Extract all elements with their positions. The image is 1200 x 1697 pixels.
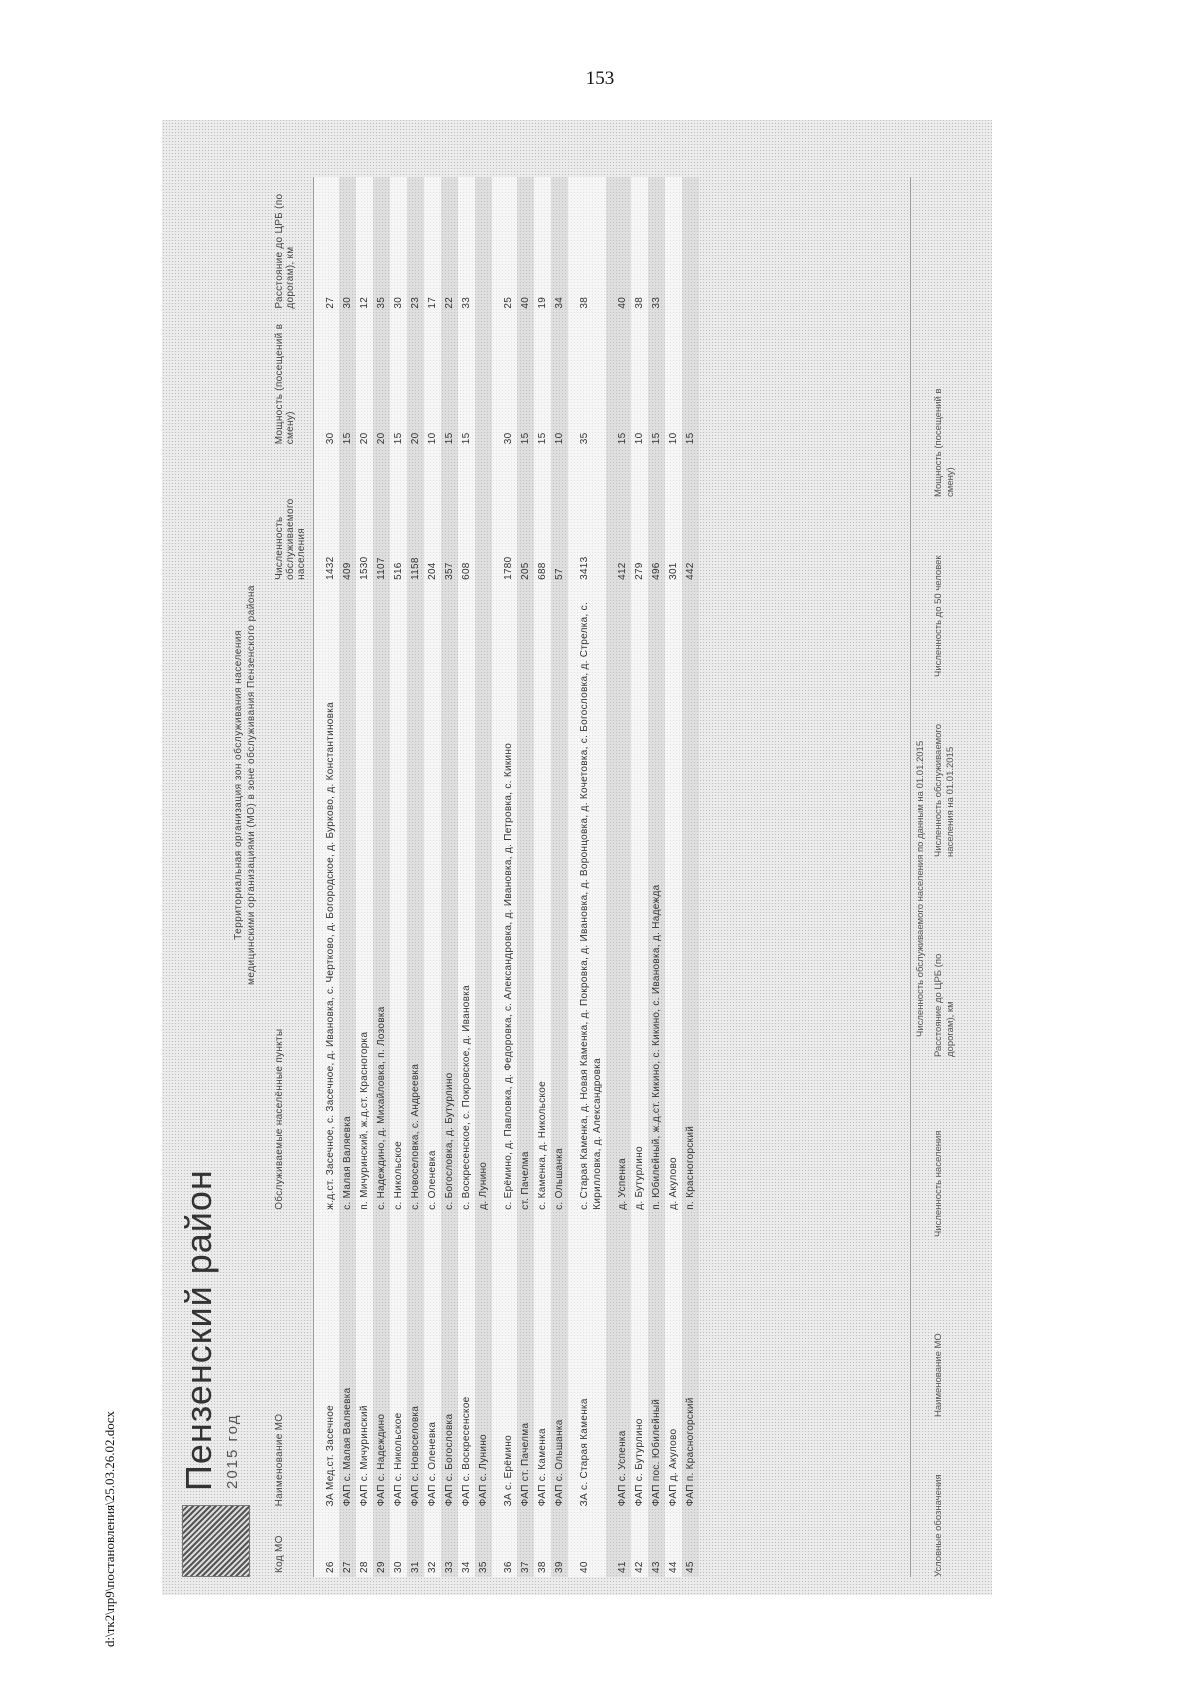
cell-places: д. Успенка [617,1158,628,1210]
cell-name: ФАП пос. Юбилейный [651,1398,662,1507]
table-row [648,177,665,1577]
rotated-table-image [162,120,992,1595]
table-row [682,177,699,1577]
cell-places: с. Надеждино, д. Михайловка, п. Лозовка [376,1006,387,1210]
cell-population: 442 [685,562,696,580]
table-row [551,177,568,1577]
cell-population: 3413 [579,556,590,580]
cell-code: 38 [537,1561,548,1573]
cell-code: 43 [651,1561,662,1573]
region-logo-icon [182,1505,250,1577]
cell-population: 205 [520,562,531,580]
table-row [475,177,492,1577]
cell-places: д. Лунино [478,1161,489,1210]
cell-places: с. Старая Каменка, д. Новая Каменка, д. Покровка, д. Ивановка, д. Воронцовка, д. Кочетовка, с. Богословка, д. Стрелка, с. Кирилловка, д. Александровка [579,601,603,1210]
cell-capacity: 15 [342,432,353,445]
cell-code: 45 [685,1561,696,1573]
cell-distance: 19 [537,296,548,309]
cell-code: 35 [478,1561,489,1573]
cell-places: ж.д.ст. Засечное, с. Засечное, д. Ивановка, с. Чертково, д. Богородское, д. Бурково, д. Константиновка [325,701,336,1210]
table-title-line1: Территориальная организация зон обслуживания населения [233,630,244,940]
cell-distance [682,177,699,313]
cell-places: с. Ерёмино, д. Павловка, д. Федоровка, с. Александровка, д. Ивановка, д. Петровка, с. Кикино [503,742,514,1210]
cell-population: 688 [537,562,548,580]
cell-distance: 35 [376,296,387,309]
legend-item: Численность до 50 человек [933,555,944,677]
cell-code: 40 [579,1561,590,1573]
cell-code: 28 [359,1561,370,1573]
cell-distance: 17 [427,296,438,309]
legend-note: Численность обслуживаемого населения по данным на 01.01.2015 [915,740,926,1037]
col-code: Код МО [268,1510,314,1577]
cell-places: ст. Пачелма [520,1151,531,1210]
cell-capacity: 30 [503,432,514,445]
col-population: Численность обслуживаемого населения [268,448,314,584]
table-row [314,177,340,1577]
cell-population: 301 [668,562,679,580]
cell-distance: 30 [393,296,404,309]
col-capacity: Мощность (посещений в смену) [268,313,314,449]
cell-population: 204 [427,562,438,580]
cell-places: с. Ольшанка [554,1147,565,1210]
file-path: d:\тк2\пр9\постановления\25.03.26.02.docx [102,1410,117,1647]
cell-code: 31 [410,1561,421,1573]
cell-capacity: 10 [554,432,565,445]
cell-places: п. Юбилейный, ж.д.ст. Кикино, с. Кикино, с. Ивановка, д. Надежда [651,884,662,1210]
cell-distance: 38 [634,296,645,309]
cell-population: 357 [444,562,455,580]
cell-places: с. Воскресенское, с. Покровское, д. Ивановка [461,984,472,1210]
table-row [631,177,648,1577]
cell-distance: 27 [325,296,336,309]
col-name: Наименование МО [268,1214,314,1511]
table-title [232,455,258,1115]
cell-distance: 33 [461,296,472,309]
cell-name: ФАП с. Лунино [478,1434,489,1507]
table-row [568,177,606,1577]
cell-name: ФАП с. Бутурлино [634,1418,645,1507]
cell-code: 32 [427,1561,438,1573]
cell-capacity: 15 [685,432,696,445]
table-row [390,177,407,1577]
cell-name: ФАП с. Малая Валяевка [342,1387,353,1507]
legend-item: Расстояние до ЦРБ (по дорогам), км [933,953,956,1057]
cell-name: ФАП ст. Пачелма [520,1422,531,1507]
cell-population: 608 [461,562,472,580]
cell-population: 1158 [410,557,421,580]
page-number: 153 [585,68,615,89]
cell-places: с. Каменка, д. Никольское [537,1080,548,1210]
cell-code: 26 [325,1561,336,1573]
table-row [407,177,424,1577]
table-row [339,177,356,1577]
legend-item: Наименование МО [933,1333,944,1417]
cell-name: ФАП п. Красногорский [685,1397,696,1507]
cell-distance: 40 [617,296,628,309]
cell-code: 30 [393,1561,404,1573]
cell-code: 42 [634,1561,645,1573]
cell-population: 1780 [503,556,514,580]
table-row [665,177,682,1577]
cell-population: 1432 [325,556,336,580]
cell-capacity: 20 [410,432,421,445]
cell-capacity: 30 [325,432,336,445]
cell-code: 41 [617,1561,628,1573]
table-row [534,177,551,1577]
cell-places: с. Богословка, д. Бутурлино [444,1072,455,1210]
cell-places: д. Бутурлино [634,1146,645,1210]
cell-places: п. Красногорский [685,1125,696,1210]
cell-name: ФАП с. Ольшанка [554,1419,565,1507]
cell-distance: 23 [410,296,421,309]
table-row [606,177,631,1577]
table-row [492,177,517,1577]
cell-name: ФАП с. Успенка [617,1430,628,1507]
cell-capacity: 15 [393,432,404,445]
cell-distance: 33 [651,296,662,309]
cell-distance [475,177,492,313]
cell-capacity: 10 [668,432,679,445]
cell-code: 29 [376,1561,387,1573]
cell-distance: 34 [554,296,565,309]
legend [910,177,971,1577]
cell-name: ФАП с. Богословка [444,1413,455,1507]
table-row [356,177,373,1577]
legend-item: Численность населения [933,1130,944,1237]
cell-population: 409 [342,562,353,580]
cell-places: с. Никольское [393,1141,404,1210]
table-row [458,177,475,1577]
cell-name: ЗА Мед.ст. Засечное [325,1405,336,1507]
table-row [424,177,441,1577]
cell-name: ФАП с. Надеждино [376,1413,387,1507]
legend-item: Мощность (посещений в смену) [933,388,956,497]
cell-distance: 12 [359,296,370,309]
cell-population: 516 [393,562,404,580]
cell-distance: 25 [503,296,514,309]
cell-name: ФАП с. Оленевка [427,1421,438,1507]
cell-distance [665,177,682,313]
cell-distance: 30 [342,296,353,309]
table-title-line2: медицинскими организациями (МО) в зоне обслуживания Пензенского района [246,585,257,986]
cell-capacity: 10 [427,432,438,445]
cell-distance: 40 [520,296,531,309]
legend-item: Условные обозначения [933,1474,944,1577]
cell-population: 496 [651,562,662,580]
cell-name: ФАП д. Акулово [668,1428,679,1507]
cell-population: 1107 [376,557,387,580]
cell-capacity: 35 [579,432,590,445]
cell-code: 27 [342,1561,353,1573]
legend-item: Численность обслуживаемого населения на 01.01.2015 [933,724,956,857]
cell-code: 36 [503,1561,514,1573]
landscape-table-panel [162,120,992,1595]
cell-name: ФАП с. Мичуринский [359,1405,370,1507]
cell-name: ЗА с. Ерёмино [503,1435,514,1507]
cell-name: ФАП с. Новоселовка [410,1405,421,1507]
cell-capacity: 15 [461,432,472,445]
col-distance: Расстояние до ЦРБ (по дорогам), км [268,177,314,313]
cell-distance: 38 [579,296,590,309]
cell-name: ФАП с. Каменка [537,1428,548,1507]
cell-code: 33 [444,1561,455,1573]
cell-population: 412 [617,562,628,580]
cell-population [475,448,492,584]
cell-capacity [475,313,492,449]
cell-population: 279 [634,562,645,580]
cell-population: 1530 [359,556,370,580]
cell-name: ФАП с. Воскресенское [461,1396,472,1507]
table-row [373,177,390,1577]
cell-code: 37 [520,1561,531,1573]
cell-places: п. Мичуринский, ж.д.ст. Красногорка [359,1031,370,1210]
cell-places: с. Новоселовка, с. Андреевка [410,1063,421,1210]
cell-code: 39 [554,1561,565,1573]
cell-capacity: 20 [359,432,370,445]
cell-capacity: 15 [537,432,548,445]
table-row [517,177,534,1577]
cell-places: с. Малая Валяевка [342,1116,353,1210]
col-places: Обслуживаемые населённые пункты [268,584,314,1214]
cell-capacity: 15 [520,432,531,445]
cell-capacity: 20 [376,432,387,445]
cell-places: с. Оленевка [427,1150,438,1210]
cell-capacity: 15 [651,432,662,445]
region-year: 2015 год [224,1413,241,1489]
cell-name: ЗА с. Старая Каменка [579,1398,590,1507]
cell-distance: 22 [444,296,455,309]
table-body [314,177,700,1577]
cell-capacity: 15 [444,432,455,445]
cell-capacity: 15 [617,432,628,445]
cell-name: ФАП с. Никольское [393,1412,404,1507]
table-row [441,177,458,1577]
cell-code: 44 [668,1561,679,1573]
cell-capacity: 10 [634,432,645,445]
region-title: Пензенский район [178,1169,219,1491]
cell-population: 57 [554,568,565,580]
service-zones-table [268,177,699,1577]
cell-code: 34 [461,1561,472,1573]
table-header-row [268,177,314,1577]
cell-places: д. Акулово [668,1157,679,1210]
